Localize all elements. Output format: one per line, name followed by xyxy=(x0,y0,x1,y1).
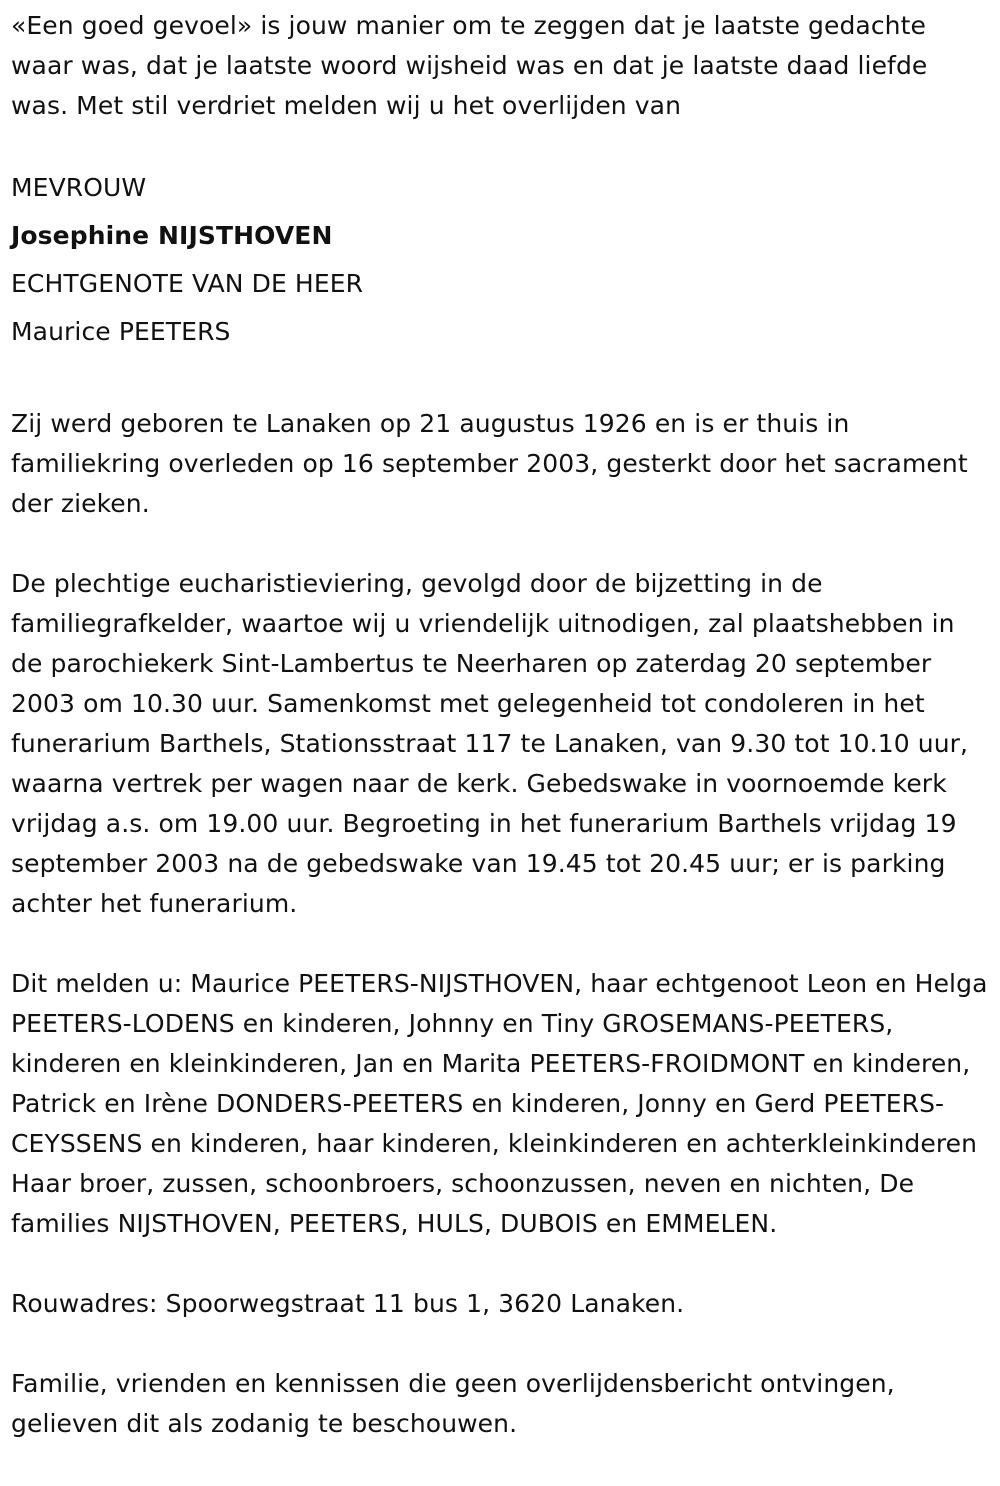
relation-line: ECHTGENOTE VAN DE HEER xyxy=(11,269,364,298)
intro-paragraph: «Een goed gevoel» is jouw manier om te zeggen dat je laatste gedachte waar was, dat je laatste woord wijsheid was en dat je laatste daad liefde was. Met stil verdriet melden wij u het overlijden van xyxy=(11,11,928,120)
closing-paragraph: Familie, vrienden en kennissen die geen overlijdensbericht ontvingen, gelieven dit als zodanig te beschouwen. xyxy=(11,1369,895,1438)
family-paragraph: Dit melden u: Maurice PEETERS-NIJSTHOVEN, haar echtgenoot Leon en Helga PEETERS-LODENS en kinderen, Johnny en Tiny GROSEMANS-PEETERS, kinderen en kleinkinderen, Jan en Marita PEETERS-FROIDMONT en kinderen, Patrick en Irène DONDERS-PEETERS en kinderen, Jonny en Gerd PEETERS-CEYSSENS en kinderen, haar kinderen, kleinkinderen en achterkleinkinderen Haar broer, zussen, schoonbroers, schoonzussen, neven en nichten, De families NIJSTHOVEN, PEETERS, HULS, DUBOIS en EMMELEN. xyxy=(11,969,988,1238)
deceased-header xyxy=(11,164,988,356)
title-line: MEVROUW xyxy=(11,173,147,202)
ceremony-paragraph: De plechtige eucharistieviering, gevolgd door de bijzetting in de familiegrafkelder, waartoe wij u vriendelijk uitnodigen, zal plaatshebben in de parochiekerk Sint-Lambertus te Neerharen op zaterdag 20 september 2003 om 10.30 uur. Samenkomst met gelegenheid tot condoleren in het funerarium Barthels, Stationsstraat 117 te Lanaken, van 9.30 tot 10.10 uur, waarna vertrek per wagen naar de kerk. Gebedswake in voornoemde kerk vrijdag a.s. om 19.00 uur. Begroeting in het funerarium Barthels vrijdag 19 september 2003 na de gebedswake van 19.45 tot 20.45 uur; er is parking achter het funerarium. xyxy=(11,569,969,918)
birth-death-paragraph: Zij werd geboren te Lanaken op 21 augustus 1926 en is er thuis in familiekring overleden op 16 september 2003, gesterkt door het sacrament der zieken. xyxy=(11,409,968,518)
spouse-name: Maurice PEETERS xyxy=(11,317,231,346)
address-paragraph: Rouwadres: Spoorwegstraat 11 bus 1, 3620 Lanaken. xyxy=(11,1289,685,1318)
deceased-name: Josephine NIJSTHOVEN xyxy=(11,221,333,250)
